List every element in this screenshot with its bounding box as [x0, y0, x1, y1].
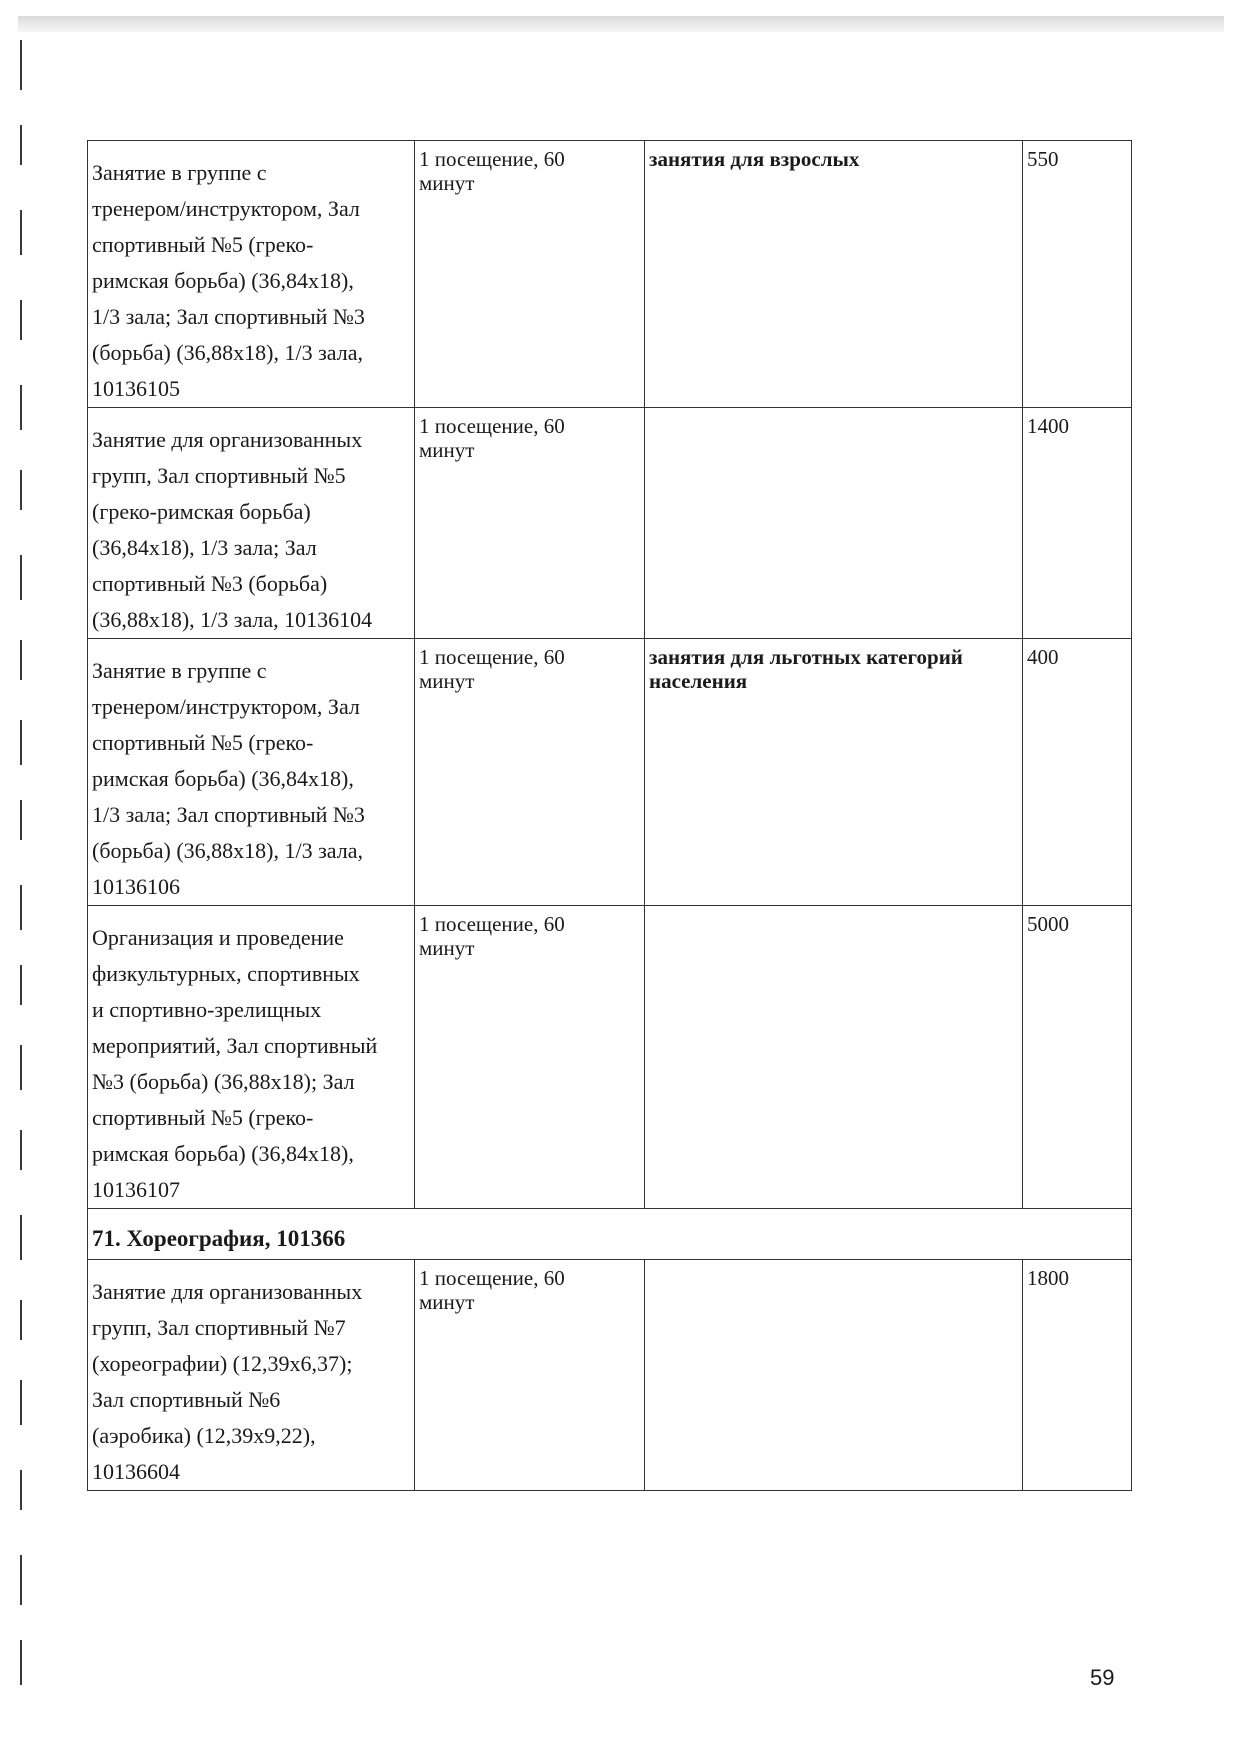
price-value: 1400: [1027, 414, 1069, 438]
tariff-table: [87, 140, 1132, 1491]
scan-margin-mark: [20, 1640, 22, 1685]
note-cell: [645, 1260, 1023, 1491]
price-cell: [1023, 906, 1132, 1209]
scan-margin-mark: [20, 800, 22, 840]
price-value: 1800: [1027, 1266, 1069, 1290]
service-cell: [88, 408, 415, 639]
scan-margin-mark: [20, 1555, 22, 1605]
unit-cell: [415, 408, 645, 639]
scan-margin-mark: [20, 1045, 22, 1090]
scan-margin-mark: [20, 1215, 22, 1260]
section-title: 71. Хореография, 101366: [92, 1226, 346, 1251]
unit-cell: [415, 141, 645, 408]
scan-margin-mark: [20, 965, 22, 1005]
price-cell: [1023, 1260, 1132, 1491]
price-cell: [1023, 141, 1132, 408]
price-value: 550: [1027, 147, 1059, 171]
unit-text: 1 посещение, 60 минут: [419, 414, 565, 462]
price-cell: [1023, 408, 1132, 639]
table-row: [88, 906, 1132, 1209]
price-cell: [1023, 639, 1132, 906]
service-cell: [88, 906, 415, 1209]
scan-margin-mark: [20, 1130, 22, 1170]
scan-margin-mark: [20, 885, 22, 930]
scan-margin-mark: [20, 640, 22, 680]
unit-text: 1 посещение, 60 минут: [419, 645, 565, 693]
service-description: Занятие в группе с тренером/инструктором, Зал спортивный №5 (греко- римская борьба) (36,84х18), 1/3 зала; Зал спортивный №3 (борьба) (36,88х18), 1/3 зала, 10136105: [92, 160, 365, 401]
service-cell: [88, 141, 415, 408]
scan-margin-mark: [20, 555, 22, 600]
note-cell: [645, 639, 1023, 906]
page-number: 59: [1090, 1665, 1115, 1690]
scan-margin-mark: [20, 470, 22, 510]
note-text: занятия для льготных категорий населения: [649, 645, 963, 693]
table-row: [88, 141, 1132, 408]
unit-text: 1 посещение, 60 минут: [419, 147, 565, 195]
price-value: 400: [1027, 645, 1059, 669]
note-text: занятия для взрослых: [649, 147, 860, 171]
service-cell: [88, 639, 415, 906]
scan-margin-mark: [20, 385, 22, 430]
unit-text: 1 посещение, 60 минут: [419, 912, 565, 960]
scan-edge-band: [18, 16, 1224, 32]
scan-margin-mark: [20, 300, 22, 340]
scan-margin-mark: [20, 210, 22, 255]
unit-text: 1 посещение, 60 минут: [419, 1266, 565, 1314]
service-description: Занятие в группе с тренером/инструктором, Зал спортивный №5 (греко- римская борьба) (36,84х18), 1/3 зала; Зал спортивный №3 (борьба) (36,88х18), 1/3 зала, 10136106: [92, 658, 365, 899]
unit-cell: [415, 1260, 645, 1491]
scan-margin-mark: [20, 720, 22, 765]
table-row: [88, 1260, 1132, 1491]
service-description: Занятие для организованных групп, Зал спортивный №5 (греко-римская борьба) (36,84х18), 1/3 зала; Зал спортивный №3 (борьба) (36,88х18), 1/3 зала, 10136104: [92, 427, 373, 632]
note-cell: [645, 141, 1023, 408]
unit-cell: [415, 639, 645, 906]
scan-margin-mark: [20, 1470, 22, 1510]
unit-cell: [415, 906, 645, 1209]
note-cell: [645, 906, 1023, 1209]
scan-margin-mark: [20, 1380, 22, 1425]
service-cell: [88, 1260, 415, 1491]
service-description: Организация и проведение физкультурных, спортивных и спортивно-зрелищных мероприятий, Зал спортивный №3 (борьба) (36,88х18); Зал спортивный №5 (греко- римская борьба) (36,84х18), 10136107: [92, 925, 378, 1202]
table-row: [88, 639, 1132, 906]
table-row: [88, 408, 1132, 639]
scan-margin-mark: [20, 1300, 22, 1340]
section-header-row: [88, 1209, 1132, 1260]
note-cell: [645, 408, 1023, 639]
section-title-cell: [88, 1209, 1132, 1260]
service-description: Занятие для организованных групп, Зал спортивный №7 (хореографии) (12,39х6,37); Зал спортивный №6 (аэробика) (12,39х9,22), 10136604: [92, 1279, 363, 1484]
scan-margin-mark: [20, 40, 22, 90]
price-value: 5000: [1027, 912, 1069, 936]
scan-margin-mark: [20, 125, 22, 165]
